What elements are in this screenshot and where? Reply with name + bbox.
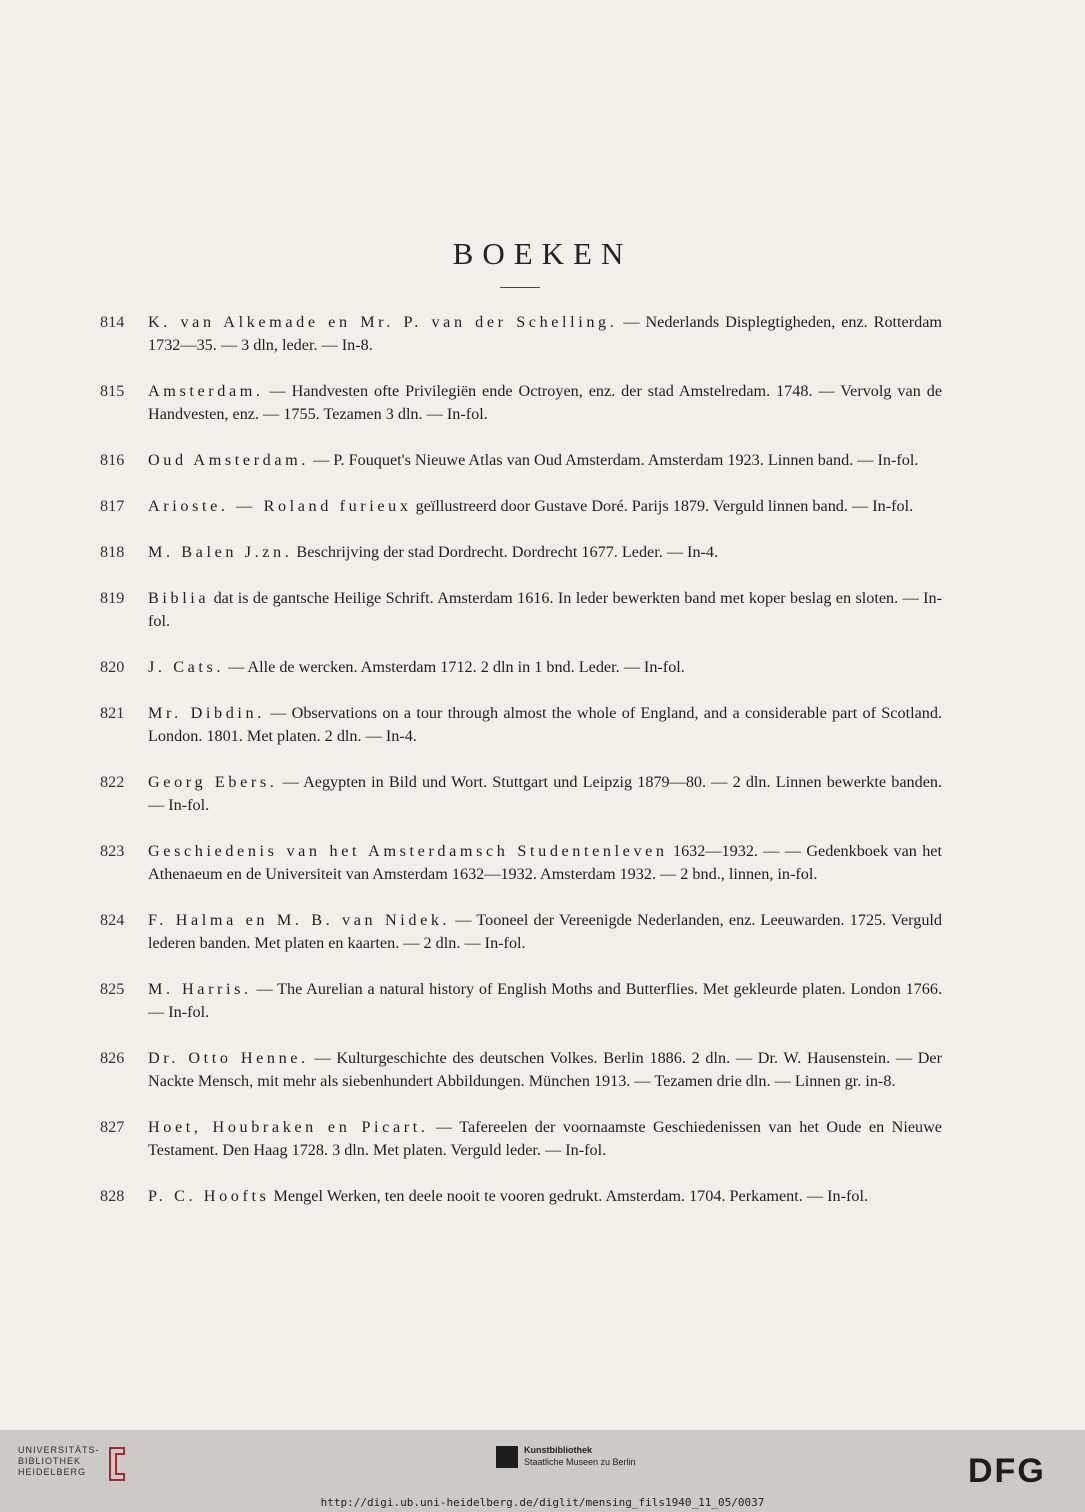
catalog-entry xyxy=(100,449,942,472)
catalog-entry xyxy=(100,541,942,564)
entry-description: — Handvesten ofte Privilegiën ende Octroyen, enz. der stad Amstelredam. 1748. — Vervolg van de Handvesten, enz. — 1755. Tezamen 3 dln. — In-fol. xyxy=(148,382,943,423)
catalog-entry xyxy=(100,380,942,426)
entry-author: P. C. Hoofts xyxy=(148,1187,270,1205)
entry-description: geïllustreerd door Gustave Doré. Parijs 1879. Verguld linnen band. — In-fol. xyxy=(415,497,914,515)
catalog-entry xyxy=(100,909,942,955)
entry-author: Amsterdam. xyxy=(148,382,264,400)
entry-description: — Kulturgeschichte des deutschen Volkes. Berlin 1886. 2 dln. — Dr. W. Hausenstein. — Der Nackte Mensch, mit mehr als siebenhundert Abbildungen. München 1913. — Tezamen drie dln. — Linnen gr. in-8. xyxy=(148,1049,942,1090)
lot-number: 828 xyxy=(100,1187,125,1205)
entry-author: J. Cats. xyxy=(148,658,225,676)
lot-number: 815 xyxy=(100,382,125,400)
lot-number: 821 xyxy=(100,704,125,722)
dfg-logo: DFG xyxy=(968,1452,1046,1490)
university-library-label: UNIVERSITÄTS- BIBLIOTHEK HEIDELBERG xyxy=(18,1445,100,1477)
entry-author: Georg Ebers. xyxy=(148,773,278,791)
entry-description: — Tafereelen der voornaamste Geschiedenissen van het Oude en Nieuwe Testament. Den Haag 1728. 3 dln. Met platen. Verguld leder. — In-fol. xyxy=(148,1118,942,1159)
entry-description: — Alle de wercken. Amsterdam 1712. 2 dln in 1 bnd. Leder. — In-fol. xyxy=(228,658,685,676)
entry-description: — P. Fouquet's Nieuwe Atlas van Oud Amsterdam. Amsterdam 1923. Linnen band. — In-fol. xyxy=(313,451,919,469)
source-url[interactable]: http://digi.ub.uni-heidelberg.de/diglit/mensing_fils1940_11_05/0037 xyxy=(320,1496,765,1509)
catalog-entry xyxy=(100,840,942,886)
catalog-entry xyxy=(100,656,942,679)
lot-number: 822 xyxy=(100,773,125,791)
entry-author: M. Balen J.zn. xyxy=(148,543,293,561)
kunstbibliothek-logo-icon xyxy=(496,1446,518,1468)
entry-description: 1632—1932. — — Gedenkboek van het Athenaeum en de Universiteit van Amsterdam 1632—1932. Amsterdam 1932. — 2 bnd., linnen, in-fol. xyxy=(148,842,942,883)
catalog-entry xyxy=(100,1047,942,1093)
page-title: BOEKEN xyxy=(452,236,633,271)
entry-description: — Nederlands Displegtigheden, enz. Rotterdam 1732—35. — 3 dln, leder. — In-8. xyxy=(148,313,943,354)
entry-description: dat is de gantsche Heilige Schrift. Amsterdam 1616. In leder bewerkten band met koper beslag en sloten. — In-fol. xyxy=(148,589,942,630)
entry-description: — The Aurelian a natural history of English Moths and Butterflies. Met gekleurde platen. London 1766. — In-fol. xyxy=(148,980,942,1021)
entry-author: Geschiedenis van het Amsterdamsch Studentenleven xyxy=(148,842,668,860)
entry-description: — Tooneel der Vereenigde Nederlanden, enz. Leeuwarden. 1725. Verguld lederen banden. Met platen en kaarten. — 2 dln. — In-fol. xyxy=(148,911,942,952)
catalog-entry xyxy=(100,1116,942,1162)
entry-author: Hoet, Houbraken en Picart. xyxy=(148,1118,429,1136)
lot-number: 825 xyxy=(100,980,125,998)
entry-description: — Observations on a tour through almost the whole of England, and a considerable part of Scotland. London. 1801. Met platen. 2 dln. — In-4. xyxy=(148,704,942,745)
lot-number: 817 xyxy=(100,497,125,515)
lot-number: 814 xyxy=(100,313,125,331)
entry-author: M. Harris. xyxy=(148,980,252,998)
entry-description: — Aegypten in Bild und Wort. Stuttgart und Leipzig 1879—80. — 2 dln. Linnen bewerkte banden. — In-fol. xyxy=(148,773,943,814)
lot-number: 823 xyxy=(100,842,125,860)
lot-number: 816 xyxy=(100,451,125,469)
entry-author: F. Halma en M. B. van Nidek. xyxy=(148,911,451,929)
lot-number: 820 xyxy=(100,658,125,676)
lot-number: 827 xyxy=(100,1118,125,1136)
entry-description: Beschrijving der stad Dordrecht. Dordrecht 1677. Leder. — In-4. xyxy=(296,543,719,561)
catalog-entry xyxy=(100,978,942,1024)
digitization-footer xyxy=(0,1430,1085,1512)
catalog-entry xyxy=(100,1185,942,1208)
entry-author: Mr. Dibdin. xyxy=(148,704,265,722)
entry-author: Biblia xyxy=(148,589,210,607)
catalog-entry xyxy=(100,587,942,633)
catalog-entry xyxy=(100,495,942,518)
catalog-entries xyxy=(100,311,942,1231)
university-library-logo-icon xyxy=(104,1444,130,1482)
lot-number: 819 xyxy=(100,589,125,607)
entry-author: Dr. Otto Henne. xyxy=(148,1049,309,1067)
lot-number: 818 xyxy=(100,543,125,561)
catalog-entry xyxy=(100,311,942,357)
catalog-entry xyxy=(100,702,942,748)
kunstbibliothek-label: Kunstbibliothek Staatliche Museen zu Berlin xyxy=(524,1445,636,1467)
entry-author: Arioste. — Roland furieux xyxy=(148,497,412,515)
entry-author: K. van Alkemade en Mr. P. van der Schelling. xyxy=(148,313,618,331)
entry-description: Mengel Werken, ten deele nooit te vooren gedrukt. Amsterdam. 1704. Perkament. — In-fol. xyxy=(273,1187,868,1205)
title-rule xyxy=(500,287,540,288)
entry-author: Oud Amsterdam. xyxy=(148,451,310,469)
lot-number: 826 xyxy=(100,1049,125,1067)
lot-number: 824 xyxy=(100,911,125,929)
catalog-entry xyxy=(100,771,942,817)
